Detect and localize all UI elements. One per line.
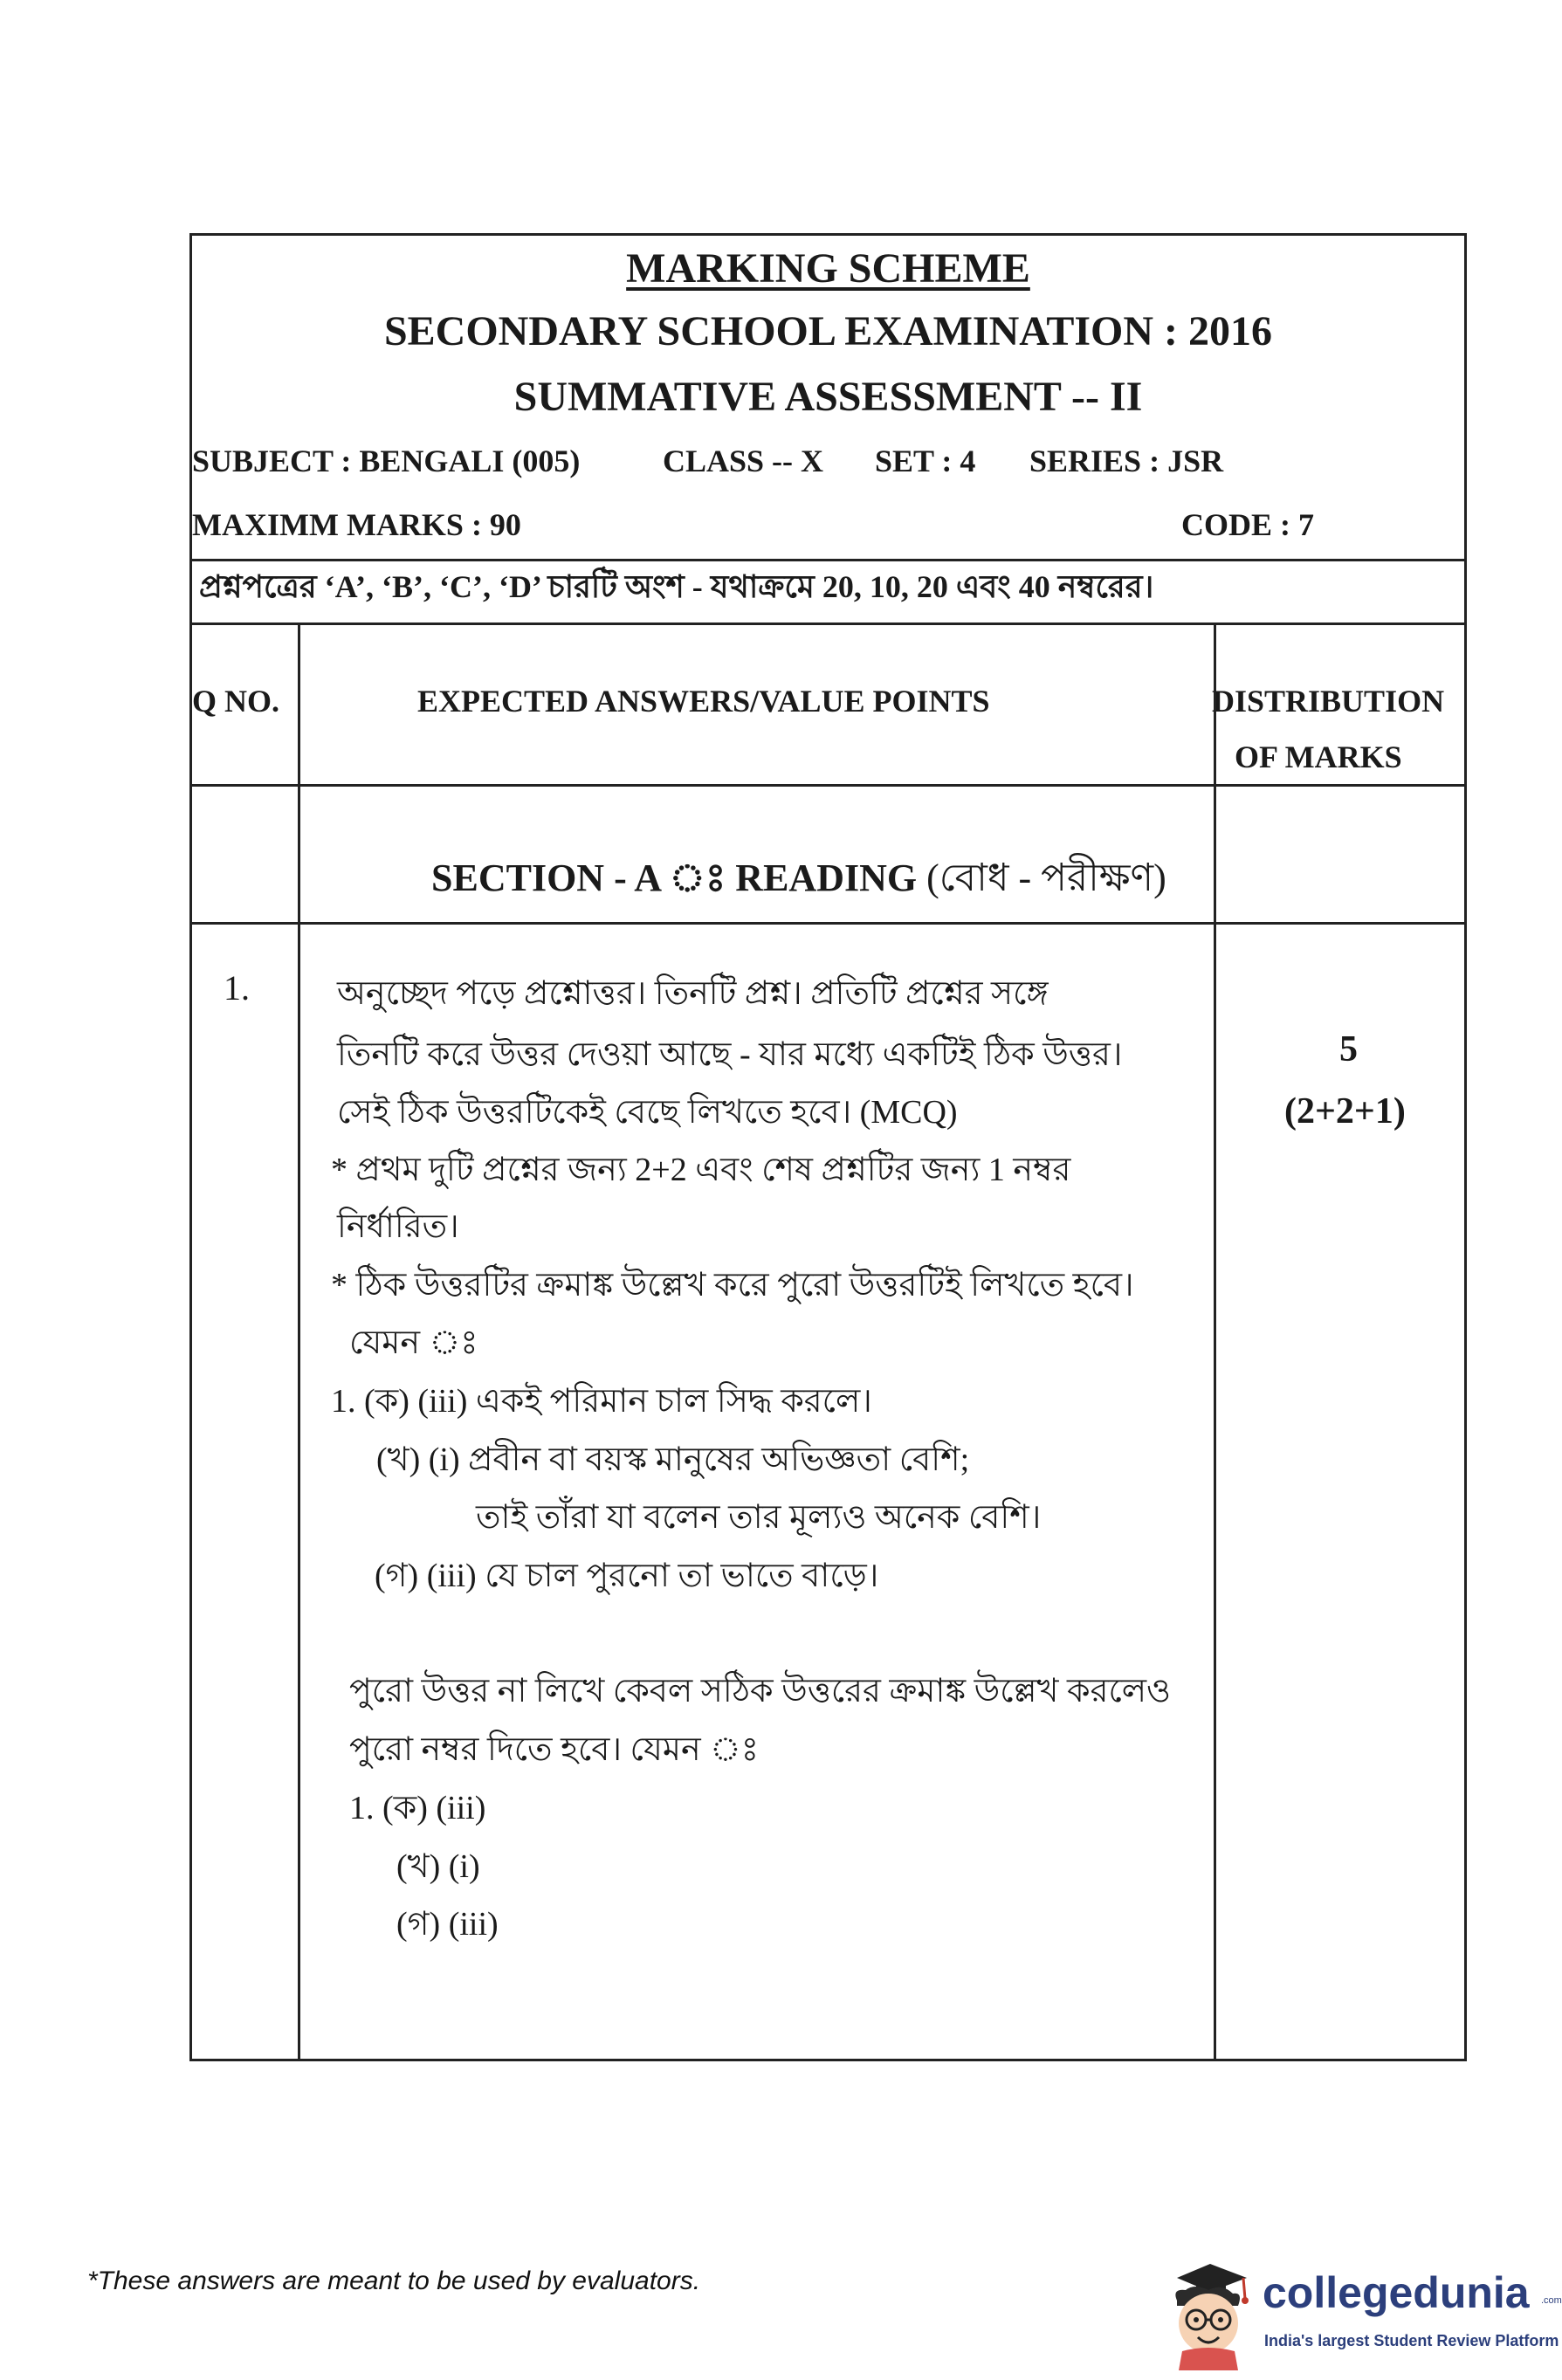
answer-line: সেই ঠিক উত্তরটিকেই বেছে লিখতে হবে। (MCQ) bbox=[337, 1094, 958, 1131]
logo-text: collegedunia bbox=[1263, 2268, 1530, 2317]
subject-label: SUBJECT : BENGALI (005) bbox=[192, 444, 581, 478]
marks-total: 5 bbox=[1339, 1029, 1358, 1070]
evaluator-note: *These answers are meant to be used by evaluators. bbox=[87, 2267, 701, 2295]
answer-line: 1. (ক) (iii) bbox=[349, 1790, 486, 1826]
divider bbox=[192, 784, 1464, 787]
document-title: MARKING SCHEME bbox=[626, 245, 1030, 292]
column-header-distribution-2: OF MARKS bbox=[1235, 739, 1402, 774]
answer-line: তিনটি করে উত্তর দেওয়া আছে - যার মধ্যে একটিই ঠিক উত্তর। bbox=[337, 1036, 1123, 1073]
answer-line: (গ) (iii) যে চাল পুরনো তা ভাতে বাড়ে। bbox=[375, 1558, 879, 1594]
logo-tagline: India's largest Student Review Platform bbox=[1264, 2332, 1559, 2349]
section-heading bbox=[431, 849, 1166, 912]
column-header-distribution: DISTRIBUTION bbox=[1212, 684, 1445, 719]
marks-breakdown: (2+2+1) bbox=[1284, 1091, 1406, 1132]
series-label: SERIES : JSR bbox=[1029, 444, 1224, 478]
answer-line: পুরো উত্তর না লিখে কেবল সঠিক উত্তরের ক্রমাঙ্ক উল্লেখ করলেও bbox=[349, 1673, 1172, 1709]
answer-line: পুরো নম্বর দিতে হবে। যেমন ঃ bbox=[349, 1731, 759, 1768]
marking-scheme-table bbox=[189, 233, 1467, 2061]
section-subtitle: (বোধ - পরীক্ষণ) bbox=[926, 856, 1166, 899]
column-divider bbox=[1214, 623, 1216, 2061]
column-header-qno: Q NO. bbox=[192, 684, 280, 719]
answer-line: যেমন ঃ bbox=[349, 1324, 478, 1361]
max-marks-label: MAXIMM MARKS : 90 bbox=[192, 507, 521, 542]
answer-line: * প্রথম দুটি প্রশ্নের জন্য 2+2 এবং শেষ প্রশ্নটির জন্য 1 নম্বর bbox=[331, 1152, 1071, 1188]
question-number: 1. bbox=[224, 968, 250, 1008]
divider bbox=[192, 559, 1464, 561]
divider bbox=[192, 623, 1464, 625]
answer-line: তাই তাঁরা যা বলেন তার মূল্যও অনেক বেশি। bbox=[476, 1499, 1042, 1536]
logo-domain: .com bbox=[1541, 2295, 1562, 2306]
code-label: CODE : 7 bbox=[1181, 507, 1314, 542]
parts-note: প্রশ্নপত্রের ‘A’, ‘B’, ‘C’, ‘D’ চারটি অংশ - যথাক্রমে 20, 10, 20 এবং 40 নম্বরের। bbox=[199, 569, 1154, 604]
exam-name: SECONDARY SCHOOL EXAMINATION : 2016 bbox=[383, 308, 1273, 354]
assessment-name: SUMMATIVE ASSESSMENT -- II bbox=[513, 374, 1143, 420]
column-header-expected: EXPECTED ANSWERS/VALUE POINTS bbox=[417, 684, 990, 719]
answer-line: 1. (ক) (iii) একই পরিমান চাল সিদ্ধ করলে। bbox=[331, 1383, 872, 1420]
collegedunia-logo[interactable] bbox=[1159, 2248, 1562, 2370]
divider bbox=[192, 922, 1464, 925]
answer-line: অনুচ্ছেদ পড়ে প্রশ্নোত্তর। তিনটি প্রশ্ন। প্রতিটি প্রশ্নের সঙ্গে bbox=[337, 975, 1049, 1012]
mascot-icon bbox=[1159, 2248, 1256, 2370]
answer-line: (খ) (i) bbox=[396, 1848, 480, 1885]
column-divider bbox=[298, 623, 300, 2061]
answer-line: (গ) (iii) bbox=[396, 1906, 499, 1943]
answer-line: * ঠিক উত্তরটির ক্রমাঙ্ক উল্লেখ করে পুরো উত্তরটিই লিখতে হবে। bbox=[331, 1267, 1134, 1303]
answer-line: নির্ধারিত। bbox=[337, 1208, 459, 1245]
set-label: SET : 4 bbox=[875, 444, 976, 478]
section-label: SECTION - A ঃ READING bbox=[431, 856, 918, 899]
class-label: CLASS -- X bbox=[663, 444, 824, 478]
answer-line: (খ) (i) প্রবীন বা বয়স্ক মানুষের অভিজ্ঞতা বেশি; bbox=[376, 1441, 970, 1478]
